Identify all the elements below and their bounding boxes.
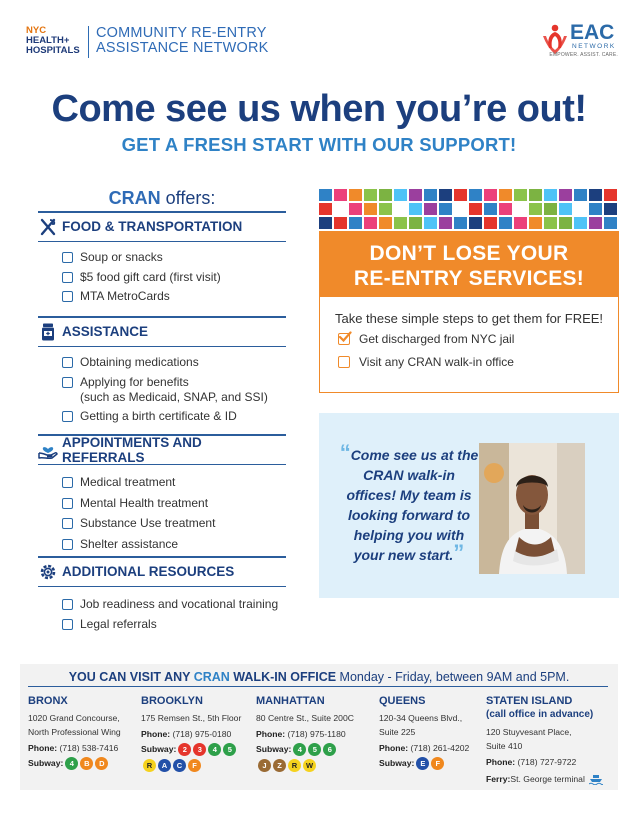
borough-note: (call office in advance)	[486, 709, 594, 720]
pattern-block	[334, 217, 347, 229]
pattern-block	[574, 203, 587, 215]
pattern-block	[499, 203, 512, 215]
ferry: Ferry: St. George terminal	[486, 772, 603, 786]
list-item: Substance Use treatment	[62, 516, 286, 531]
subway-j-icon: J	[258, 759, 271, 772]
testimonial-box	[319, 413, 619, 598]
subway-2-icon: 2	[178, 743, 191, 756]
borough-name: BRONX	[28, 695, 68, 707]
address-line: 120 Stuyvesant Place,	[486, 727, 572, 737]
logo-line-1: NYC	[26, 25, 47, 36]
pattern-block	[559, 189, 572, 201]
pill-bottle-icon	[38, 322, 58, 342]
pattern-block	[409, 203, 422, 215]
cran-offers-title	[38, 188, 286, 209]
subway-f-icon: F	[431, 757, 444, 770]
pattern-block	[499, 189, 512, 201]
promo-line-1: DON’T LOSE YOUR	[369, 242, 569, 265]
list-item: Obtaining medications	[62, 355, 286, 370]
borough-name: MANHATTAN	[256, 695, 325, 707]
fork-knife-icon	[38, 217, 58, 237]
address-line: North Professional Wing	[28, 727, 121, 737]
checkbox[interactable]	[62, 252, 73, 263]
subway-4-icon: 4	[293, 743, 306, 756]
promo-box	[319, 231, 619, 393]
ferry-icon	[589, 774, 603, 785]
helping-hand-icon	[38, 440, 58, 460]
logo-line-2: HEALTH+	[26, 35, 70, 46]
pattern-block	[604, 189, 617, 201]
pattern-block	[529, 203, 542, 215]
pattern-block	[484, 217, 497, 229]
eac-network-label: NETWORK	[572, 43, 616, 50]
borough-name: QUEENS	[379, 695, 426, 707]
checkbox[interactable]	[62, 357, 73, 368]
subway-3-icon: 3	[193, 743, 206, 756]
item-list	[38, 465, 286, 552]
address-line: 1020 Grand Concourse,	[28, 713, 120, 723]
checkbox[interactable]	[62, 498, 73, 509]
checkbox[interactable]	[62, 377, 73, 388]
close-quote-mark: ”	[453, 540, 465, 565]
step-label: Get discharged from NYC jail	[359, 332, 515, 346]
subway-c-icon: C	[173, 759, 186, 772]
page-header	[26, 22, 618, 64]
address-line: 175 Remsen St., 5th Floor	[141, 713, 242, 723]
phone: Phone: (718) 975-1180	[256, 729, 346, 739]
pattern-block	[439, 217, 452, 229]
pattern-block	[544, 203, 557, 215]
pattern-block	[349, 189, 362, 201]
promo-line-2: RE-ENTRY SERVICES!	[353, 267, 585, 290]
pattern-block	[589, 217, 602, 229]
locations-panel	[20, 664, 618, 790]
phone: Phone: (718) 261-4202	[379, 743, 470, 753]
pattern-block	[514, 217, 527, 229]
pattern-block	[379, 189, 392, 201]
subway-4-icon: 4	[65, 757, 78, 770]
pattern-block	[544, 189, 557, 201]
checkbox[interactable]	[62, 599, 73, 610]
pattern-block	[364, 217, 377, 229]
address-line: 80 Centre St., Suite 200C	[256, 713, 354, 723]
checkbox[interactable]	[62, 291, 73, 302]
checkbox[interactable]	[62, 539, 73, 550]
checkbox[interactable]	[62, 619, 73, 630]
section-title: ADDITIONAL RESOURCES	[62, 564, 235, 579]
subway-r-icon: R	[288, 759, 301, 772]
subway-r-icon: R	[143, 759, 156, 772]
cran-brand: CRAN	[193, 670, 230, 684]
item-text: Applying for benefits	[80, 374, 189, 389]
location-queens	[379, 694, 469, 770]
section-title: ASSISTANCE	[62, 324, 149, 339]
item-list	[38, 587, 286, 632]
subway-b-icon: B	[80, 757, 93, 770]
offers-title-text: offers:	[160, 188, 216, 208]
pattern-block	[364, 189, 377, 201]
list-item: Job readiness and vocational training	[62, 597, 286, 612]
pattern-block	[529, 189, 542, 201]
cran-title-line-1: COMMUNITY RE-ENTRY	[96, 25, 267, 41]
checkbox[interactable]	[62, 518, 73, 529]
checkbox[interactable]	[62, 477, 73, 488]
pattern-block	[424, 189, 437, 201]
open-quote-mark: “	[339, 440, 351, 465]
walk-in-notice: YOU CAN VISIT ANY CRAN WALK-IN OFFICE Monday - Friday, between 9AM and 5PM.	[68, 670, 570, 684]
pattern-block	[544, 217, 557, 229]
checkmark-icon	[338, 331, 352, 344]
borough-name: BROOKLYN	[141, 695, 203, 707]
pattern-block	[484, 189, 497, 201]
subway-w-icon: W	[303, 759, 316, 772]
testimonial-quote	[339, 440, 479, 565]
address-line: Suite 225	[379, 727, 416, 737]
pattern-block	[559, 217, 572, 229]
checkbox[interactable]	[62, 272, 73, 283]
section-food-transportation	[38, 211, 286, 309]
pattern-block	[349, 217, 362, 229]
pattern-block	[349, 203, 362, 215]
subway-5-icon: 5	[223, 743, 236, 756]
pattern-block	[424, 203, 437, 215]
pattern-block	[469, 189, 482, 201]
subway-f-icon: F	[188, 759, 201, 772]
pattern-block	[559, 203, 572, 215]
pattern-block	[319, 203, 332, 215]
eac-tagline: EMPOWER. ASSIST. CARE.	[549, 52, 618, 58]
pattern-block	[604, 203, 617, 215]
location-brooklyn	[141, 694, 241, 772]
checked-checkbox[interactable]	[338, 333, 350, 345]
cran-title-line-2: ASSISTANCE NETWORK	[96, 40, 269, 56]
section-heading	[38, 558, 286, 586]
main-headline: Come see us when you’re out!	[51, 88, 587, 130]
section-title: APPOINTMENTS AND REFERRALS	[62, 434, 202, 465]
pattern-block	[334, 189, 347, 201]
subway-e-icon: E	[416, 757, 429, 770]
pattern-block	[424, 217, 437, 229]
office-hours: Monday - Friday, between 9AM and 5PM.	[336, 670, 570, 684]
color-block-pattern	[319, 189, 619, 231]
divider	[28, 686, 608, 687]
location-bronx	[28, 694, 121, 770]
cran-program-title	[96, 26, 269, 56]
pattern-block	[589, 203, 602, 215]
item-subtext: (such as Medicaid, SNAP, and SSI)	[80, 389, 268, 404]
subway-lines: Subway: 2 3 4 5	[141, 742, 241, 756]
gear-icon	[38, 562, 58, 582]
list-item: Shelter assistance	[62, 537, 286, 552]
list-item: MTA MetroCards	[62, 289, 286, 304]
section-title: FOOD & TRANSPORTATION	[62, 219, 243, 234]
list-item	[62, 375, 286, 405]
pattern-block	[409, 217, 422, 229]
subway-lines-2	[141, 759, 241, 772]
list-item: Medical treatment	[62, 475, 286, 490]
location-manhattan	[256, 694, 354, 772]
section-heading	[38, 318, 286, 346]
quote-text: Come see us at the CRAN walk-in offices! My team is looking forward to helping you with your new start.	[346, 447, 479, 563]
eac-network-logo	[540, 22, 618, 62]
step-item	[338, 355, 618, 369]
pattern-block	[514, 189, 527, 201]
item-list	[38, 347, 286, 424]
section-assistance	[38, 316, 286, 429]
staff-photo	[479, 443, 585, 574]
eac-wordmark: EAC	[570, 21, 615, 44]
checkbox[interactable]	[62, 411, 73, 422]
pattern-block	[454, 189, 467, 201]
cran-brand: CRAN	[108, 188, 161, 208]
pattern-block	[574, 217, 587, 229]
pattern-block	[319, 217, 332, 229]
steps-title: Take these simple steps to get them for FREE!	[334, 311, 604, 326]
pattern-block	[364, 203, 377, 215]
subway-5-icon: 5	[308, 743, 321, 756]
pattern-block	[334, 203, 347, 215]
list-item: $5 food gift card (first visit)	[62, 270, 286, 285]
logo-line-3: HOSPITALS	[26, 45, 80, 56]
subway-lines: Subway: 4 B D	[28, 756, 121, 770]
subway-z-icon: Z	[273, 759, 286, 772]
pattern-block	[499, 217, 512, 229]
steps-list	[320, 326, 618, 369]
borough-name: STATEN ISLAND	[486, 695, 573, 707]
pattern-block	[394, 217, 407, 229]
sub-headline: GET A FRESH START WITH OUR SUPPORT!	[121, 134, 517, 155]
pattern-block	[394, 189, 407, 201]
location-staten-island	[486, 694, 603, 786]
pattern-block	[409, 189, 422, 201]
step-item	[338, 332, 618, 346]
section-heading	[38, 436, 286, 464]
phone: Phone: (718) 727-9722	[486, 757, 577, 767]
step-label: Visit any CRAN walk-in office	[359, 355, 514, 369]
pattern-block	[439, 203, 452, 215]
promo-banner	[320, 231, 618, 297]
section-appointments-referrals	[38, 434, 286, 556]
pattern-block	[454, 217, 467, 229]
pattern-block	[469, 217, 482, 229]
subway-d-icon: D	[95, 757, 108, 770]
nyc-health-hospitals-logo	[26, 26, 82, 56]
address-line: Suite 410	[486, 741, 523, 751]
pattern-block	[469, 203, 482, 215]
address-line: 120-34 Queens Blvd.,	[379, 713, 463, 723]
subway-lines: Subway: E F	[379, 756, 469, 770]
subway-4-icon: 4	[208, 743, 221, 756]
section-additional-resources	[38, 556, 286, 636]
phone: Phone: (718) 975-0180	[141, 729, 232, 739]
section-heading	[38, 213, 286, 241]
list-item: Mental Health treatment	[62, 496, 286, 511]
pattern-block	[439, 189, 452, 201]
pattern-block	[379, 217, 392, 229]
phone: Phone: (718) 538-7416	[28, 743, 119, 753]
pattern-block	[379, 203, 392, 215]
list-item: Soup or snacks	[62, 250, 286, 265]
list-item: Getting a birth certificate & ID	[62, 409, 286, 424]
subway-lines-2	[256, 759, 354, 772]
pattern-block	[319, 189, 332, 201]
checkbox[interactable]	[338, 356, 350, 368]
pattern-block	[454, 203, 467, 215]
pattern-block	[574, 189, 587, 201]
pattern-block	[604, 217, 617, 229]
list-item: Legal referrals	[62, 617, 286, 632]
pattern-block	[589, 189, 602, 201]
pattern-block	[514, 203, 527, 215]
pattern-block	[484, 203, 497, 215]
pattern-block	[394, 203, 407, 215]
subway-6-icon: 6	[323, 743, 336, 756]
item-list	[38, 242, 286, 304]
header-divider	[88, 26, 89, 58]
subway-lines: Subway: 4 5 6	[256, 742, 354, 756]
subway-a-icon: A	[158, 759, 171, 772]
pattern-block	[529, 217, 542, 229]
